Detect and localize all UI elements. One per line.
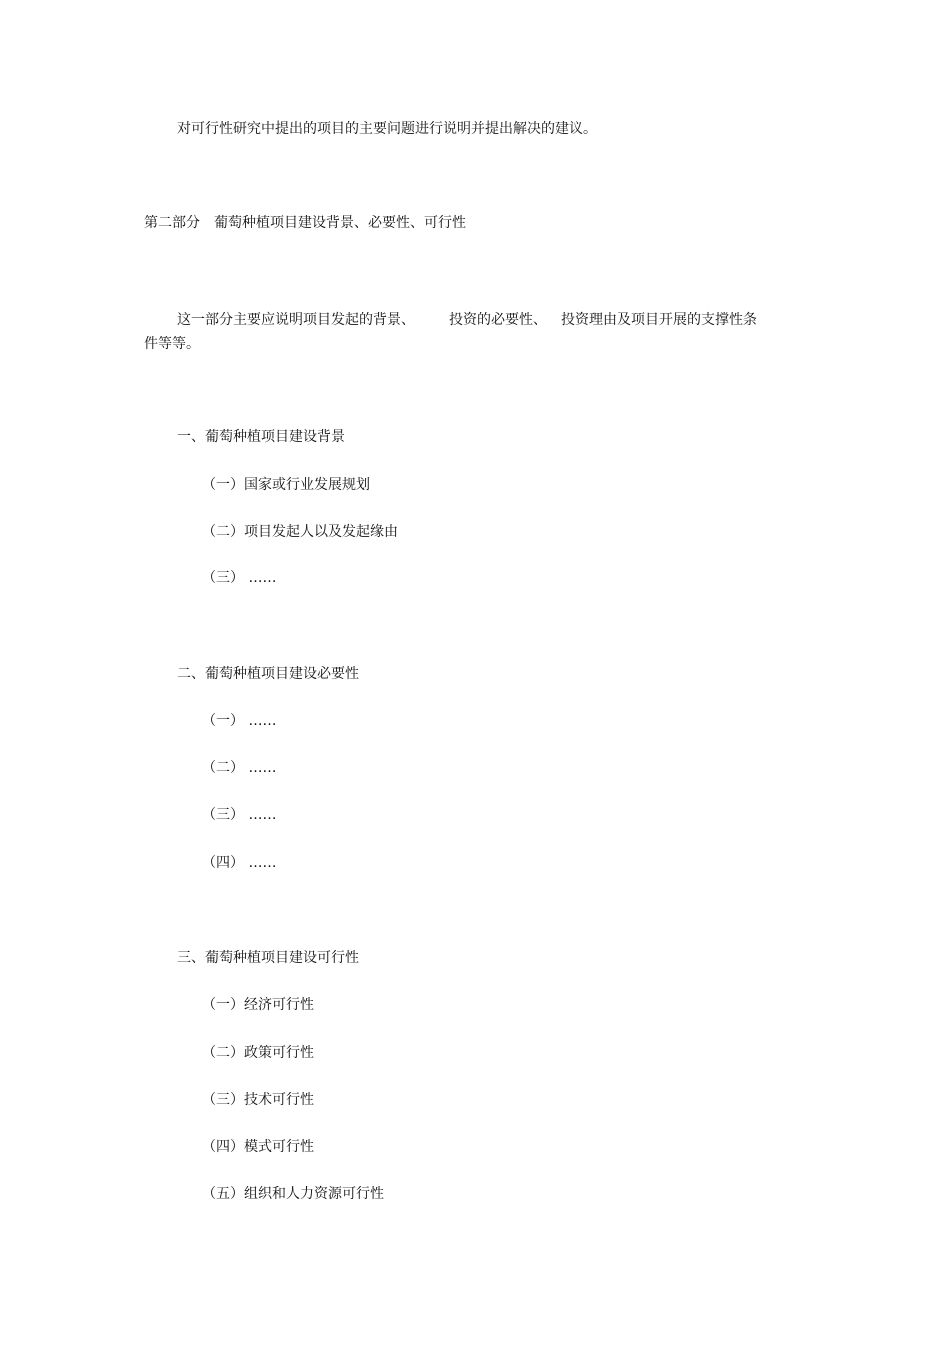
- section-3-item-2: （二）政策可行性: [202, 1045, 314, 1061]
- section-1-item-1: （一）国家或行业发展规划: [202, 477, 370, 493]
- section-3-item-3: （三）技术可行性: [202, 1092, 314, 1108]
- description-line-1: [177, 310, 757, 330]
- section-1-item-3: （三） ……: [202, 570, 277, 586]
- section-2-heading: 二、葡萄种植项目建设必要性: [177, 666, 359, 682]
- section-3-heading: 三、葡萄种植项目建设可行性: [177, 950, 359, 966]
- section-1-heading: 一、葡萄种植项目建设背景: [177, 429, 345, 445]
- part-two-label: 第二部分: [144, 215, 200, 231]
- description-line-2: 件等等。: [144, 336, 200, 352]
- description-segment-2: 投资的必要性、: [449, 312, 547, 328]
- section-2-item-4: （四） ……: [202, 855, 277, 871]
- section-2-item-2: （二） ……: [202, 760, 277, 776]
- intro-paragraph: 对可行性研究中提出的项目的主要问题进行说明并提出解决的建议。: [177, 121, 597, 137]
- part-two-title: 葡萄种植项目建设背景、必要性、可行性: [214, 215, 466, 231]
- section-2-item-1: （一） ……: [202, 713, 277, 729]
- part-two-heading: [144, 213, 466, 233]
- section-3-item-4: （四）模式可行性: [202, 1139, 314, 1155]
- description-segment-1: 这一部分主要应说明项目发起的背景、: [177, 312, 415, 328]
- section-3-item-1: （一）经济可行性: [202, 997, 314, 1013]
- section-3-item-5: （五）组织和人力资源可行性: [202, 1186, 384, 1202]
- section-2-item-3: （三） ……: [202, 807, 277, 823]
- description-segment-3: 投资理由及项目开展的支撑性条: [561, 312, 757, 328]
- section-1-item-2: （二）项目发起人以及发起缘由: [202, 524, 398, 540]
